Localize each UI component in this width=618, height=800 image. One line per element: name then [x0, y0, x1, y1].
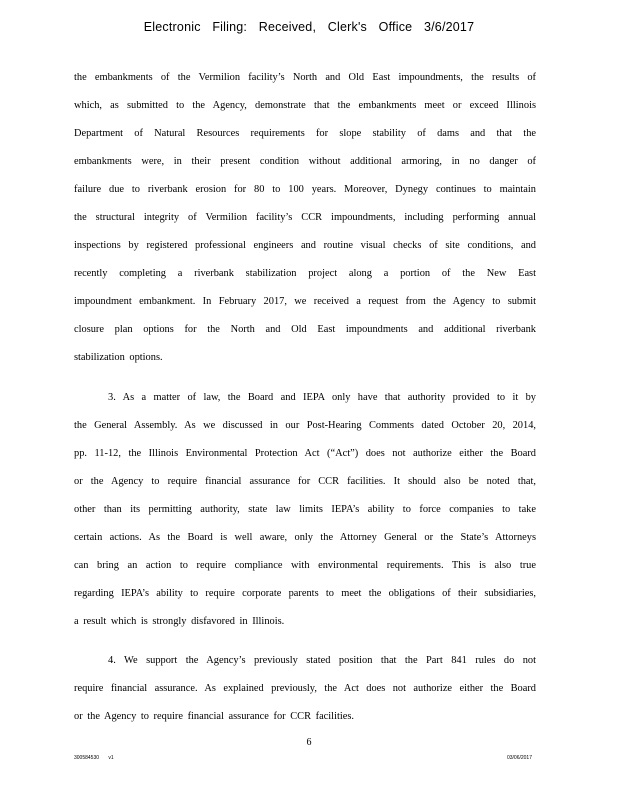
text-line: embankments were, in their present condition without additional armoring, in no danger of — [74, 156, 536, 167]
text-line: a result which is strongly disfavored in Illinois. — [74, 616, 285, 627]
text-line: or the Agency to require financial assurance for CCR facilities. It should also be noted that, — [74, 476, 536, 487]
text-line: Department of Natural Resources requirements for slope stability of dams and that the — [74, 128, 536, 139]
text-line: pp. 11-12, the Illinois Environmental Protection Act (“Act”) does not authorize either the Board — [74, 448, 536, 459]
text-line: impoundment embankment. In February 2017, we received a request from the Agency to submit — [74, 296, 536, 307]
text-line: can bring an action to require compliance with environmental requirements. This is also true — [74, 560, 536, 571]
text-line: certain actions. As the Board is well aware, only the Attorney General or the State’s Attorneys — [74, 532, 536, 543]
text-line: require financial assurance. As explained previously, the Act does not authorize either the Board — [74, 683, 536, 694]
filing-stamp-header: Electronic Filing: Received, Clerk's Office 3/6/2017 — [143, 20, 475, 34]
footer-date: 03/06/2017 — [506, 755, 532, 761]
text-line: regarding IEPA’s ability to require corporate parents to meet the obligations of their subsidiaries, — [74, 588, 536, 599]
text-line: 4. We support the Agency’s previously stated position that the Part 841 rules do not — [108, 655, 536, 666]
text-line: recently completing a riverbank stabilization project along a portion of the New East — [74, 268, 536, 279]
document-id-footer: 300584530 v1 — [74, 755, 114, 761]
text-line: closure plan options for the North and Old East impoundments and additional riverbank — [74, 324, 536, 335]
text-line: the structural integrity of Vermilion facility’s CCR impoundments, including performing annual — [74, 212, 536, 223]
text-line: failure due to riverbank erosion for 80 to 100 years. Moreover, Dynegy continues to maintain — [74, 184, 536, 195]
text-line: other than its permitting authority, state law limits IEPA’s ability to force companies to take — [74, 504, 536, 515]
text-line: which, as submitted to the Agency, demonstrate that the embankments meet or exceed Illinois — [74, 100, 536, 111]
text-line: 3. As a matter of law, the Board and IEPA only have that authority provided to it by — [108, 392, 536, 403]
text-line: stabilization options. — [74, 352, 163, 363]
text-line: inspections by registered professional engineers and routine visual checks of site conditions, and — [74, 240, 536, 251]
text-line: the embankments of the Vermilion facility’s North and Old East impoundments, the results of — [74, 72, 536, 83]
text-line: the General Assembly. As we discussed in our Post-Hearing Comments dated October 20, 2014, — [74, 420, 536, 431]
text-line: or the Agency to require financial assurance for CCR facilities. — [74, 711, 354, 722]
page-number: 6 — [306, 737, 312, 748]
